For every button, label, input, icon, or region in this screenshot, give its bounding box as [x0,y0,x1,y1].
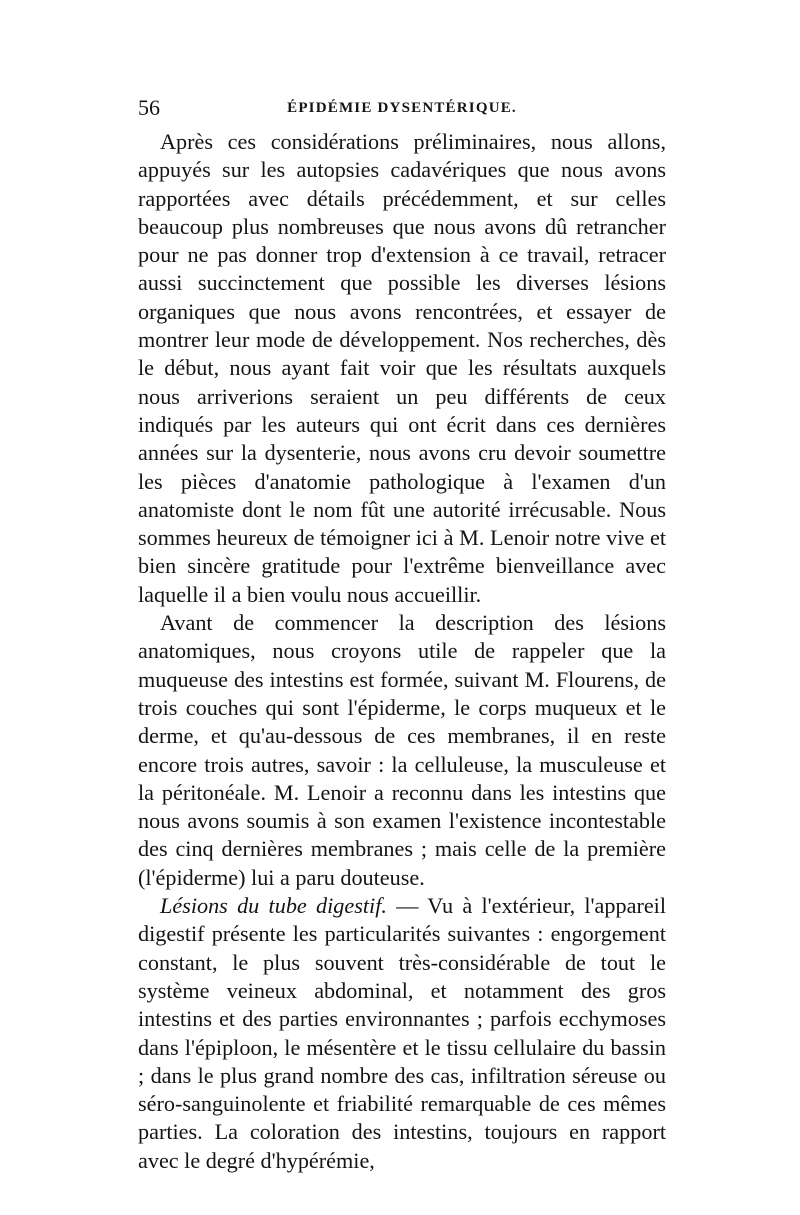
page-header [138,94,666,122]
running-title: ÉPIDÉMIE DYSENTÉRIQUE. [287,100,517,116]
paragraph-considerations [138,128,666,609]
body-text [138,128,666,1175]
paragraph-text: Après ces considérations préliminaires, nous allons, appuyés sur les autopsies cadavériques que nous avons rapportées avec détails précédemment, et sur celles beaucoup plus nombreuses que nous avons dû retrancher pour ne pas donner trop d'extension à ce travail, retracer aussi succinctement que possible les diverses lésions organiques que nous avons rencontrées, et essayer de montrer leur mode de développement. Nos recherches, dès le début, nous ayant fait voir que les résultats auxquels nous arriverions seraient un peu différents de ceux indiqués par les auteurs qui ont écrit dans ces dernières années sur la dysenterie, nous avons cru devoir soumettre les pièces d'anatomie pathologique à l'examen d'un anatomiste dont le nom fût une autorité irrécusable. Nous sommes heureux de témoigner ici à M. Lenoir notre vive et bien sincère gratitude pour l'extrême bienveillance avec laquelle il a bien voulu nous accueillir. [138,129,666,607]
section-heading: Lésions du tube digestif. [160,893,387,919]
paragraph-text: Avant de commencer la description des lésions anatomiques, nous croyons utile de rappeler que la muqueuse des intestins est formée, suivant M. Flourens, de trois couches qui sont l'épiderme, le corps muqueux et le derme, et qu'au-dessous de ces membranes, il en reste encore trois autres, savoir : la celluleuse, la musculeuse et la péritonéale. M. Lenoir a reconnu dans les intestins que nous avons soumis à son examen l'existence incontestable des cinq dernières membranes ; mais celle de la première (l'épiderme) lui a paru douteuse. [138,610,666,890]
paragraph-digestive-lesions [138,892,666,1175]
page-number: 56 [138,95,160,120]
paragraph-text: — Vu à l'extérieur, l'appareil digestif présente les particularités suivantes : engorgement constant, le plus souvent très-considérable de tout le système veineux abdominal, et notamment des gros intestins et des parties environnantes ; parfois ecchymoses dans l'épiploon, le mésentère et le tissu cellulaire du bassin ; dans le plus grand nombre des cas, infiltration séreuse ou séro-sanguinolente et friabilité remarquable de ces mêmes parties. La coloration des intestins, toujours en rapport avec le degré d'hypérémie, [138,893,667,1173]
paragraph-mucosa-layers [138,609,666,892]
